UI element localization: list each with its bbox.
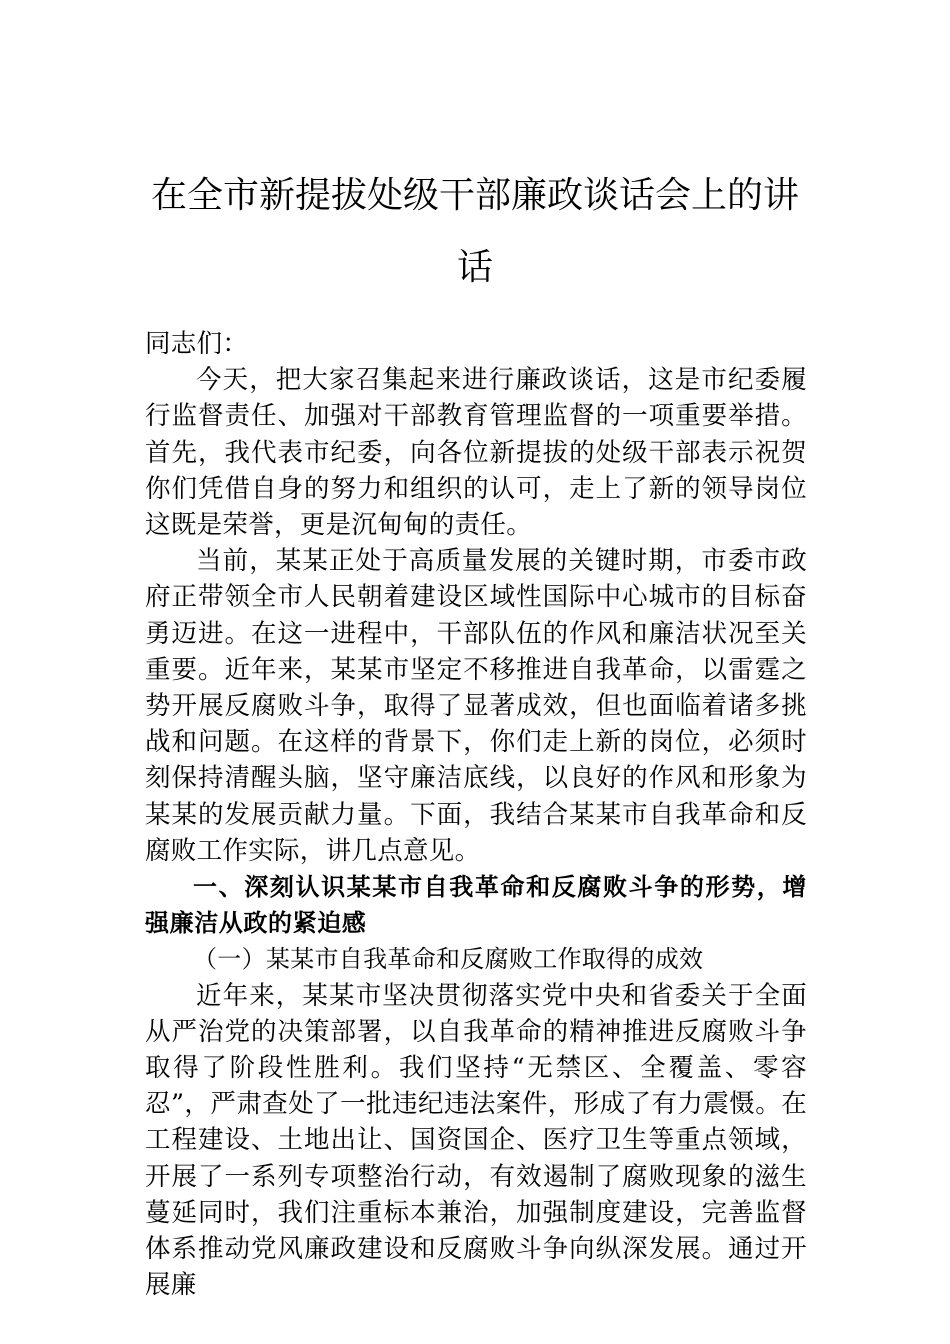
section-heading: 一、深刻认识某某市自我革命和反腐败斗争的形势，增强廉洁从政的紧迫感 [145, 873, 807, 938]
body-paragraph: 当前，某某正处于高质量发展的关键时期，市委市政府正带领全市人民朝着建设区域性国际中心城市的目标奋勇迈进。在这一进程中，干部队伍的作风和廉洁状况至关重要。近年来，某某市坚定不移推进自我革命，以雷霆之势开展反腐败斗争，取得了显著成效，但也面临着诸多挑战和问题。在这样的背景下，你们走上新的岗位，必须时刻保持清醒头脑，坚守廉洁底线，以良好的作风和形象为某某的发展贡献力量。下面，我结合某某市自我革命和反腐败工作实际，讲几点意见。 [145, 546, 807, 866]
body-paragraph: 今天，把大家召集起来进行廉政谈话，这是市纪委履行监督责任、加强对干部教育管理监督的一项重要举措。首先，我代表市纪委，向各位新提拔的处级干部表示祝贺你们凭借自身的努力和组织的认可，走上了新的领导岗位这既是荣誉，更是沉甸甸的责任。 [145, 365, 807, 541]
subsection-heading: （一）某某市自我革命和反腐败工作取得的成效 [193, 945, 704, 974]
salutation: 同志们： [145, 329, 249, 359]
document-body [145, 326, 807, 1303]
body-paragraph: 近年来，某某市坚决贯彻落实党中央和省委关于全面从严治党的决策部署，以自我革命的精神推进反腐败斗争取得了阶段性胜利。我们坚持“无禁区、全覆盖、零容忍”，严肃查处了一批违纪违法案件，形成了有力震慑。在工程建设、土地出让、国资国企、医疗卫生等重点领域，开展了一系列专项整治行动，有效遏制了腐败现象的滋生蔓延同时，我们注重标本兼治，加强制度建设，完善监督体系推动党风廉政建设和反腐败斗争向纵深发展。通过开展廉 [145, 980, 807, 1301]
document-title: 在全市新提拔处级干部廉政谈话会上的讲话 [150, 175, 799, 288]
